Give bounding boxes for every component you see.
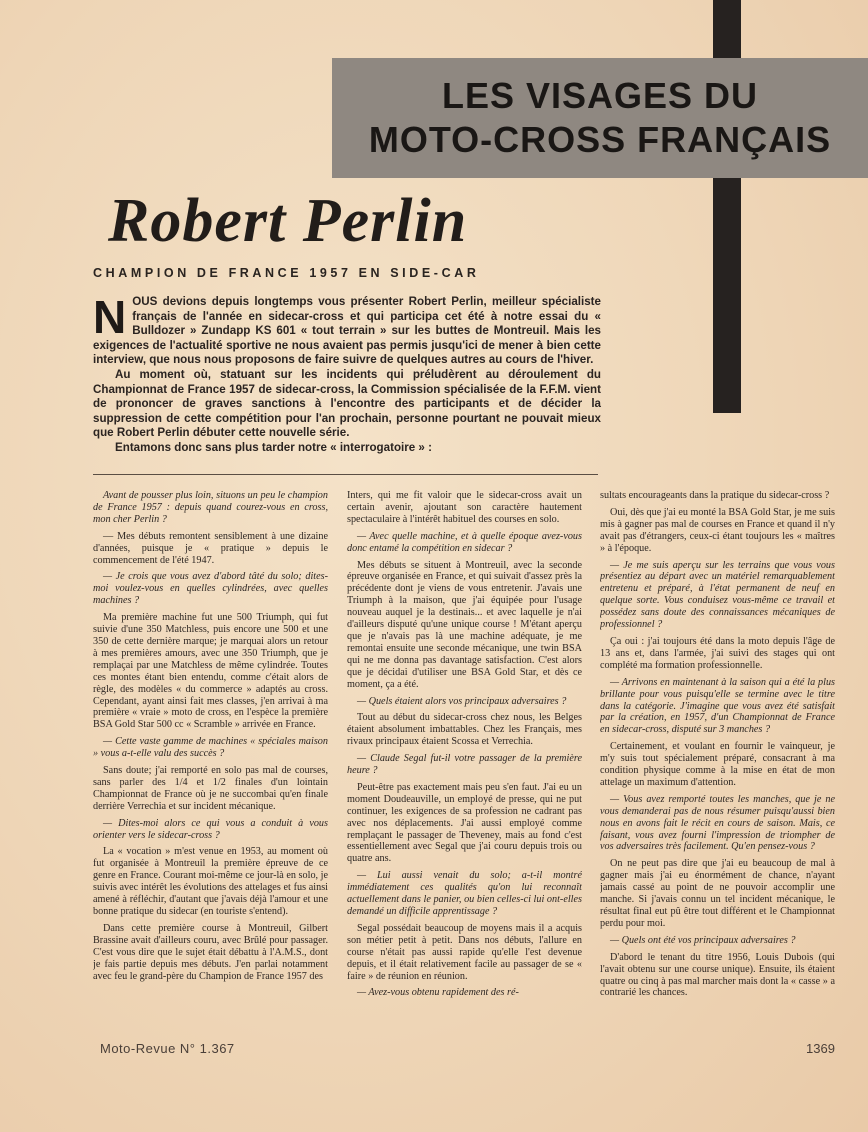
- text-column-3: [600, 490, 835, 1035]
- interview-answer: sultats encourageants dans la pratique du sidecar-cross ?: [600, 490, 830, 501]
- interview-answer: — Mes débuts remontent sensiblement à une dizaine d'années, puisque je « pratique » depuis le commencement de l'été 1947.: [93, 530, 328, 566]
- decorative-bar-middle: [713, 178, 741, 413]
- drop-cap: N: [93, 291, 127, 343]
- interview-answer: On ne peut pas dire que j'ai eu beaucoup de mal à gagner mais j'ai eu énormément de chance, n'ayant jamais cassé au point de ne pouvoir accomplir une manche. Si j'avais connu un tel incident mécanique, le résultat final eut pû être tout différent et le Championnat perdu pour moi.: [600, 858, 835, 929]
- interview-question: — Je me suis aperçu sur les terrains que vous vous présentiez au départ avec un matériel remarquablement entretenu et préparé, à l'état permanent de neuf en quelque sorte. Vous conduisez vous-même ce travail et possédez sans doute des connaissances mécaniques de professionnel ?: [600, 559, 835, 631]
- band-title-line2: MOTO-CROSS FRANÇAIS: [368, 119, 832, 160]
- interview-answer: Dans cette première course à Montreuil, Gilbert Brassine avait d'ailleurs couru, avec Brûlé pour passager. C'est vous dire que le sujet était débattu à l'A.M.S., dont je fais partie depuis mes débuts. J'en parlai notamment avec feu le grand-père du Champion de France 1957 des: [93, 922, 328, 982]
- interview-question: — Arrivons en maintenant à la saison qui a été la plus brillante pour vous puisqu'elle se termine avec le titre dans la catégorie. J'imagine que vous avez été satisfait par la création, en 1957, d'un Championnat de France en sidecar-cross, disputé sur 3 manches ?: [600, 676, 835, 736]
- interview-question: — Avez-vous obtenu rapidement des ré-: [357, 987, 519, 999]
- footer-page-number: 1369: [806, 1041, 835, 1056]
- interview-answer: Sans doute; j'ai remporté en solo pas mal de courses, sans parler des 1/4 et 1/2 finales d'un lointain Championnat de France où je ne succombai qu'en finale derrière Verrechia et sur incident mécanique.: [93, 765, 328, 812]
- section-divider: [93, 474, 598, 475]
- article-subtitle: CHAMPION DE FRANCE 1957 EN SIDE-CAR: [93, 266, 480, 280]
- text-column-1: [93, 490, 328, 1035]
- interview-answer: Oui, dès que j'ai eu monté la BSA Gold Star, je me suis mis à gagner pas mal de courses en France et quand il n'y avait pas d'étrangers, ceux-ci étant toujours les « maîtres » à l'époque.: [600, 506, 835, 554]
- interview-answer: Segal possédait beaucoup de moyens mais il a acquis son métier petit à petit. Dans nos débuts, l'allure en course n'était pas aussi rapide qu'elle l'est devenue depuis, et il était relativement facile au passager de se « faire » de réunion en réunion.: [347, 922, 582, 982]
- interview-question: — Claude Segal fut-il votre passager de la première heure ?: [347, 753, 582, 777]
- interview-answer: Mes débuts se situent à Montreuil, avec la seconde épreuve organisée en France, et qui suivait d'assez près la précédente dont je viens de vous entretenir. J'avais une Triumph à la maison, que j'ai équipée pour l'usage nouveau auquel je la destinais... et avec laquelle je n'ai d'ailleurs disputé qu'une unique course ! M'étant aperçu que je n'avais pas là une machine adéquate, je me remontai ensuite une seconde mécanique, une twin BSA qui ne me donna pas davantage satisfaction. C'est alors que je décidai d'utiliser une BSA Gold Star, et dès ce moment, ça a été.: [347, 559, 582, 690]
- intro-paragraph-2: Au moment où, statuant sur les incidents qui préludèrent au déroulement du Championnat de France 1957 de sidecar-cross, la Commission spécialisée de la F.F.M. vient de prononcer de graves sanctions à l'encontre des participants et de décider la suppression de cette compétition pour l'an prochain, personne pourtant ne pouvait mieux que Robert Perlin débuter cette nouvelle série.: [93, 367, 601, 440]
- text-column-2: [347, 490, 582, 1035]
- intro-text: [93, 291, 601, 456]
- interview-question: — Lui aussi venait du solo; a-t-il montré immédiatement ces qualités qu'on lui reconnaît actuellement dans le panier, ou bien celles-ci lui ont-elles demandé un difficile apprentissage ?: [347, 870, 582, 917]
- interview-answer: La « vocation » m'est venue en 1953, au moment où fut organisée à Montreuil la première épreuve de ce genre en France. Courant moi-même ce jour-là en solo, je suivis avec intérêt les évolutions des attelages et fus ainsi amené à réfléchir, d'autant que j'avais déjà l'amour et une bonne pratique du sidecar (en touriste s'entend).: [93, 846, 328, 917]
- decorative-bar-top: [713, 0, 741, 58]
- interview-question: — Vous avez remporté toutes les manches, que je ne vous demanderai pas de nous résumer puisqu'aussi bien nous en avons fait le récit en cours de saison. Mais, ce faisant, vous avez fourni l'impression de triompher de vos adversaires très facilement. Qu'en pensez-vous ?: [600, 793, 835, 853]
- interview-answer: Ça oui : j'ai toujours été dans la moto depuis l'âge de 13 ans et, dans l'armée, j'ai suivi des stages qui ont complété ma formation professionnelle.: [600, 635, 835, 671]
- article-title: Robert Perlin: [108, 187, 468, 255]
- interview-question: — Quels ont été vos principaux adversaires ?: [610, 934, 796, 946]
- intro-paragraph-3: Entamons donc sans plus tarder notre « interrogatoire » :: [115, 440, 432, 454]
- header-band: [332, 58, 868, 178]
- interview-question: Avant de pousser plus loin, situons un peu le champion de France 1957 : depuis quand courez-vous en cross, mon cher Perlin ?: [93, 490, 328, 525]
- interview-answer: D'abord le tenant du titre 1956, Louis Dubois (qui l'avait obtenu sur une course unique). Ensuite, ils étaient quatre ou cinq à pas mal marcher mais dont la « casse » a contrarié les chances.: [600, 951, 835, 999]
- interview-answer: Peut-être pas exactement mais peu s'en faut. J'ai eu un moment Doudeauville, un employé de presse, qui ne put continuer, les exigences de sa profession ne cadrant pas avec nos déplacements. J'ai aussi employé comme remplaçant le passager de Theveney, mais au fond c'est essentiellement avec Segal que j'ai couru depuis trois ou quatre ans.: [347, 781, 582, 865]
- interview-answer: Tout au début du sidecar-cross chez nous, les Belges étaient absolument imbattables. Chez les Français, mes rivaux principaux étaient Scossa et Verrechia.: [347, 712, 582, 748]
- interview-answer: Ma première machine fut une 500 Triumph, qui fut suivie d'une 350 Matchless, puis encore une 500 et une 350 de cette dernière marque; je marquai alors un retour à mes premières amours, avec une 350 Triumph, que je remplaçai par une Matchless de même cylindrée. Toutes ces montes étant bien entendu, comme c'était alors de règle, des modèles « du commerce » adaptés au cross. Cependant, ayant ainsi fait mes classes, j'en arrivai à ma première « vraie » moto de cross, en l'espèce la première BSA Gold Star 500 cc « Scramble » arrivée en France.: [93, 612, 328, 731]
- interview-question: — Je crois que vous avez d'abord tâté du solo; dites-moi voulez-vous en quelles cylindrées, avec quelles machines ?: [93, 571, 328, 607]
- intro-paragraph-1: NOUS devions depuis longtemps vous présenter Robert Perlin, meilleur spécialiste français de l'année en sidecar-cross et qui participa cet été à notre essai du « Bulldozer » Zundapp KS 601 « tout terrain » sur les buttes de Montreuil. Mais les exigences de l'actualité sportive ne nous avaient pas permis jusqu'ici de mener à bien cette interview, que nous nous proposons de faire suivre de quelques autres au cours de l'hiver.: [93, 291, 601, 367]
- interview-answer: Certainement, et voulant en fournir le vainqueur, je m'y suis tout spécialement préparé, consacrant à ma condition physique comme à la mise en état de mon attelage un maximum d'attention.: [600, 741, 835, 788]
- interview-question: — Dites-moi alors ce qui vous a conduit à vous orienter vers le sidecar-cross ?: [93, 817, 328, 841]
- interview-question: — Quels étaient alors vos principaux adversaires ?: [357, 695, 567, 707]
- interview-question: — Cette vaste gamme de machines « spéciales maison » vous a-t-elle valu des succès ?: [93, 736, 328, 760]
- band-title-line1: LES VISAGES DU: [441, 75, 759, 116]
- interview-question: — Avec quelle machine, et à quelle époque avez-vous donc entamé la compétition en sidecar ?: [347, 530, 582, 554]
- footer-magazine-issue: Moto-Revue N° 1.367: [100, 1041, 235, 1056]
- interview-answer: Inters, qui me fit valoir que le sidecar-cross avait un certain avenir, ajoutant son caractère hautement spectaculaire à l'intérêt habituel des courses en solo.: [347, 490, 582, 525]
